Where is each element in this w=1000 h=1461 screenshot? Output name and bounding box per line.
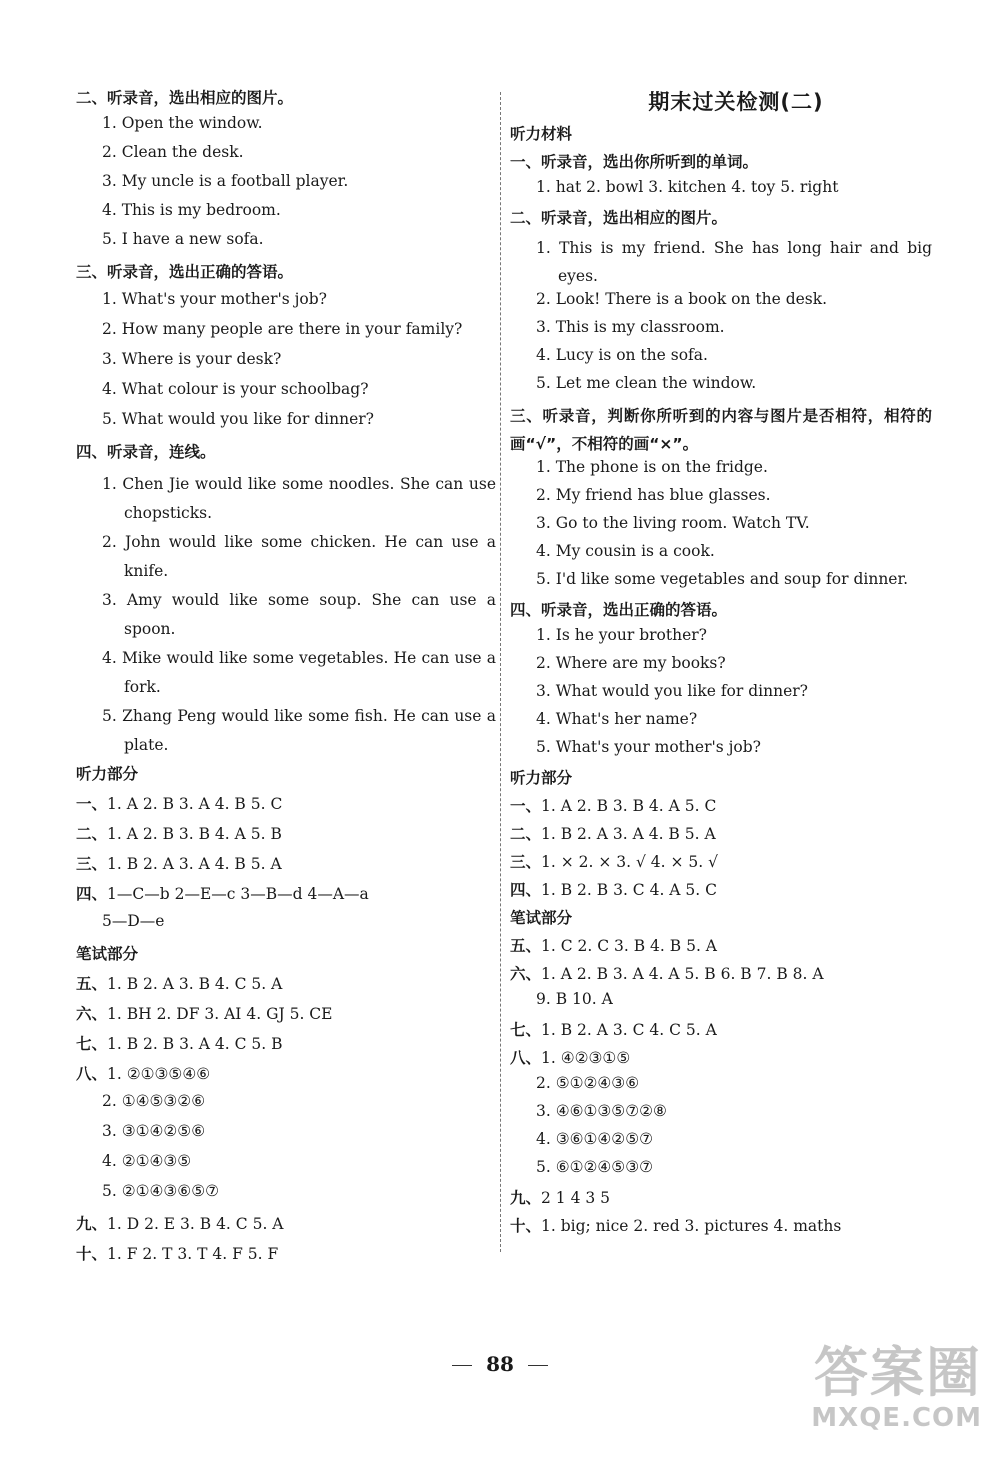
left-answer-row [76,972,496,1002]
answer-label: 二、 [510,825,542,843]
right-s3-item-2: 2. My friend has blue glasses. [536,486,771,504]
footer-dash-left [452,1365,472,1366]
right-column [510,86,932,1242]
answer-text: 1. F 2. T 3. T 4. F 5. F [107,1245,279,1263]
left-s4-item-3: 3. Amy would like some soup. She can use a spoon. [102,591,496,638]
answer-text: 1. B 2. A 3. C 4. C 5. A [541,1021,717,1039]
watermark [732,1343,982,1453]
left-answer-row [76,1002,496,1032]
right-s4-item-4: 4. What's her name? [536,710,698,728]
answer-text: 1. × 2. × 3. √ 4. × 5. √ [541,853,719,871]
answer-label: 三、 [76,855,108,873]
right-s2-item-4: 4. Lucy is on the sofa. [536,346,708,364]
right-s6-continuation: 9. B 10. A [536,990,613,1008]
right-section3-title: 三、听录音，判断你所听到的内容与图片是否相符，相符的画“√”，不相符的画“×”。 [510,407,932,453]
answer-label: 九、 [510,1189,542,1207]
right-s2-item-3: 3. This is my classroom. [536,318,725,336]
left-s2-item-4: 4. This is my bedroom. [102,201,281,219]
right-answer-row [510,1018,932,1046]
right-answer-row [510,822,932,850]
answer-text: 2 1 4 3 5 [541,1189,611,1207]
left-s3-item-5: 5. What would you like for dinner? [102,410,374,428]
answer-text: 1. ②①③⑤④⑥ [107,1065,211,1083]
footer-dash-right [528,1365,548,1366]
right-s3-item-4: 4. My cousin is a cook. [536,542,715,560]
right-s3-item-1: 1. The phone is on the fridge. [536,458,768,476]
left-s2-item-3: 3. My uncle is a football player. [102,172,349,190]
answer-label: 七、 [510,1021,542,1039]
answer-text: 1. A 2. B 3. A 4. B 5. C [107,795,283,813]
right-s2-item-2: 2. Look! There is a book on the desk. [536,290,828,308]
right-s4-item-5: 5. What's your mother's job? [536,738,761,756]
answer-text: 1—C—b 2—E—c 3—B—d 4—A—a [107,885,369,903]
column-divider [500,92,501,1252]
left-s3-item-4: 4. What colour is your schoolbag? [102,380,369,398]
right-s2-item-1: 1. This is my friend. She has long hair and big eyes. [536,239,932,285]
left-answer-row [76,1212,496,1242]
right-material-title: 听力材料 [510,125,573,143]
answer-label: 五、 [510,937,542,955]
left-s3-item-1: 1. What's your mother's job? [102,290,327,308]
answer-text: 1. B 2. A 3. A 4. B 5. A [107,855,282,873]
right-section1-title: 一、听录音，选出你所听到的单词。 [510,153,759,171]
answer-label: 十、 [510,1217,542,1235]
right-s4-item-1: 1. Is he your brother? [536,626,707,644]
left-s8-order-2: 2. ①④⑤③②⑥ [102,1092,206,1110]
left-section2-title: 二、听录音，选出相应的图片。 [76,89,294,107]
right-s2-item-5: 5. Let me clean the window. [536,374,757,392]
answer-text: 1. B 2. B 3. C 4. A 5. C [541,881,717,899]
left-s8-order-4: 4. ②①④③⑤ [102,1152,192,1170]
right-s8-order-2: 2. ⑤①②④③⑥ [536,1074,640,1092]
left-s8-order-3: 3. ③①④②⑤⑥ [102,1122,206,1140]
right-s4-item-3: 3. What would you like for dinner? [536,682,808,700]
right-answer-row [510,1046,932,1074]
right-answer-row [510,850,932,878]
answer-label: 四、 [76,885,108,903]
answer-label: 六、 [76,1005,108,1023]
right-answer-row [510,1214,932,1242]
left-s2-item-2: 2. Clean the desk. [102,143,244,161]
left-s3-item-2: 2. How many people are there in your family? [102,320,463,338]
right-s8-order-3: 3. ④⑥①③⑤⑦②⑧ [536,1102,667,1120]
left-answer-row [76,882,496,912]
answer-label: 四、 [510,881,542,899]
left-s4-item-4: 4. Mike would like some vegetables. He can use a fork. [102,649,496,696]
left-answer-row [76,852,496,882]
answer-label: 一、 [76,795,108,813]
right-answer-row [510,794,932,822]
right-s1-words: 1. hat 2. bowl 3. kitchen 4. toy 5. right [536,178,839,196]
right-listening-title: 听力部分 [510,769,573,787]
right-section4-title: 四、听录音，选出正确的答语。 [510,601,728,619]
left-s4-item-2: 2. John would like some chicken. He can use a knife. [102,533,496,580]
left-section4-title: 四、听录音，连线。 [76,443,216,461]
answer-label: 六、 [510,965,542,983]
left-s3-item-3: 3. Where is your desk? [102,350,282,368]
left-written-title: 笔试部分 [76,945,139,963]
answer-text: 1. C 2. C 3. B 4. B 5. A [541,937,717,955]
page-title: 期末过关检测(二) [648,90,824,114]
left-s2-item-1: 1. Open the window. [102,114,263,132]
answer-text: 1. BH 2. DF 3. AI 4. GJ 5. CE [107,1005,333,1023]
answer-text: 1. B 2. B 3. A 4. C 5. B [107,1035,283,1053]
page-number: 88 [486,1352,514,1376]
watermark-cn: 答案圈 [814,1341,982,1404]
right-answer-row [510,962,932,990]
left-answer-continuation: 5—D—e [102,912,165,930]
left-listening-title: 听力部分 [76,765,139,783]
right-answer-row [510,934,932,962]
watermark-en: MXQE.COM [811,1403,982,1433]
answer-text: 1. B 2. A 3. A 4. B 5. A [541,825,716,843]
right-s4-item-2: 2. Where are my books? [536,654,726,672]
right-s8-order-4: 4. ③⑥①④②⑤⑦ [536,1130,653,1148]
right-answer-row [510,1186,932,1214]
answer-label: 一、 [510,797,542,815]
right-answer-row [510,878,932,906]
answer-text: 1. D 2. E 3. B 4. C 5. A [107,1215,284,1233]
right-s3-item-5: 5. I'd like some vegetables and soup for dinner. [536,570,909,588]
left-section3-title: 三、听录音，选出正确的答语。 [76,263,294,281]
left-answer-row [76,822,496,852]
left-column [76,86,496,1272]
left-s2-item-5: 5. I have a new sofa. [102,230,264,248]
answer-label: 十、 [76,1245,108,1263]
answer-label: 二、 [76,825,108,843]
right-written-title: 笔试部分 [510,909,573,927]
left-answer-row [76,1242,496,1272]
answer-label: 三、 [510,853,542,871]
right-s3-item-3: 3. Go to the living room. Watch TV. [536,514,810,532]
left-answer-row [76,1032,496,1062]
answer-text: 1. big; nice 2. red 3. pictures 4. maths [541,1217,842,1235]
answer-label: 五、 [76,975,108,993]
answer-label: 八、 [510,1049,542,1067]
answer-label: 九、 [76,1215,108,1233]
answer-text: 1. ④②③①⑤ [541,1049,631,1067]
left-s4-item-5: 5. Zhang Peng would like some fish. He can use a plate. [102,707,496,754]
left-s8-order-5: 5. ②①④③⑥⑤⑦ [102,1182,219,1200]
answer-text: 1. B 2. A 3. B 4. C 5. A [107,975,283,993]
answer-text: 1. A 2. B 3. B 4. A 5. C [541,797,717,815]
left-answer-row [76,792,496,822]
right-s8-order-5: 5. ⑥①②④⑤③⑦ [536,1158,653,1176]
left-s4-item-1: 1. Chen Jie would like some noodles. She can use chopsticks. [102,475,496,522]
answer-label: 八、 [76,1065,108,1083]
answer-text: 1. A 2. B 3. A 4. A 5. B 6. B 7. B 8. A [541,965,824,983]
left-answer-row [76,1062,496,1092]
answer-text: 1. A 2. B 3. B 4. A 5. B [107,825,282,843]
answer-label: 七、 [76,1035,108,1053]
right-section2-title: 二、听录音，选出相应的图片。 [510,209,728,227]
